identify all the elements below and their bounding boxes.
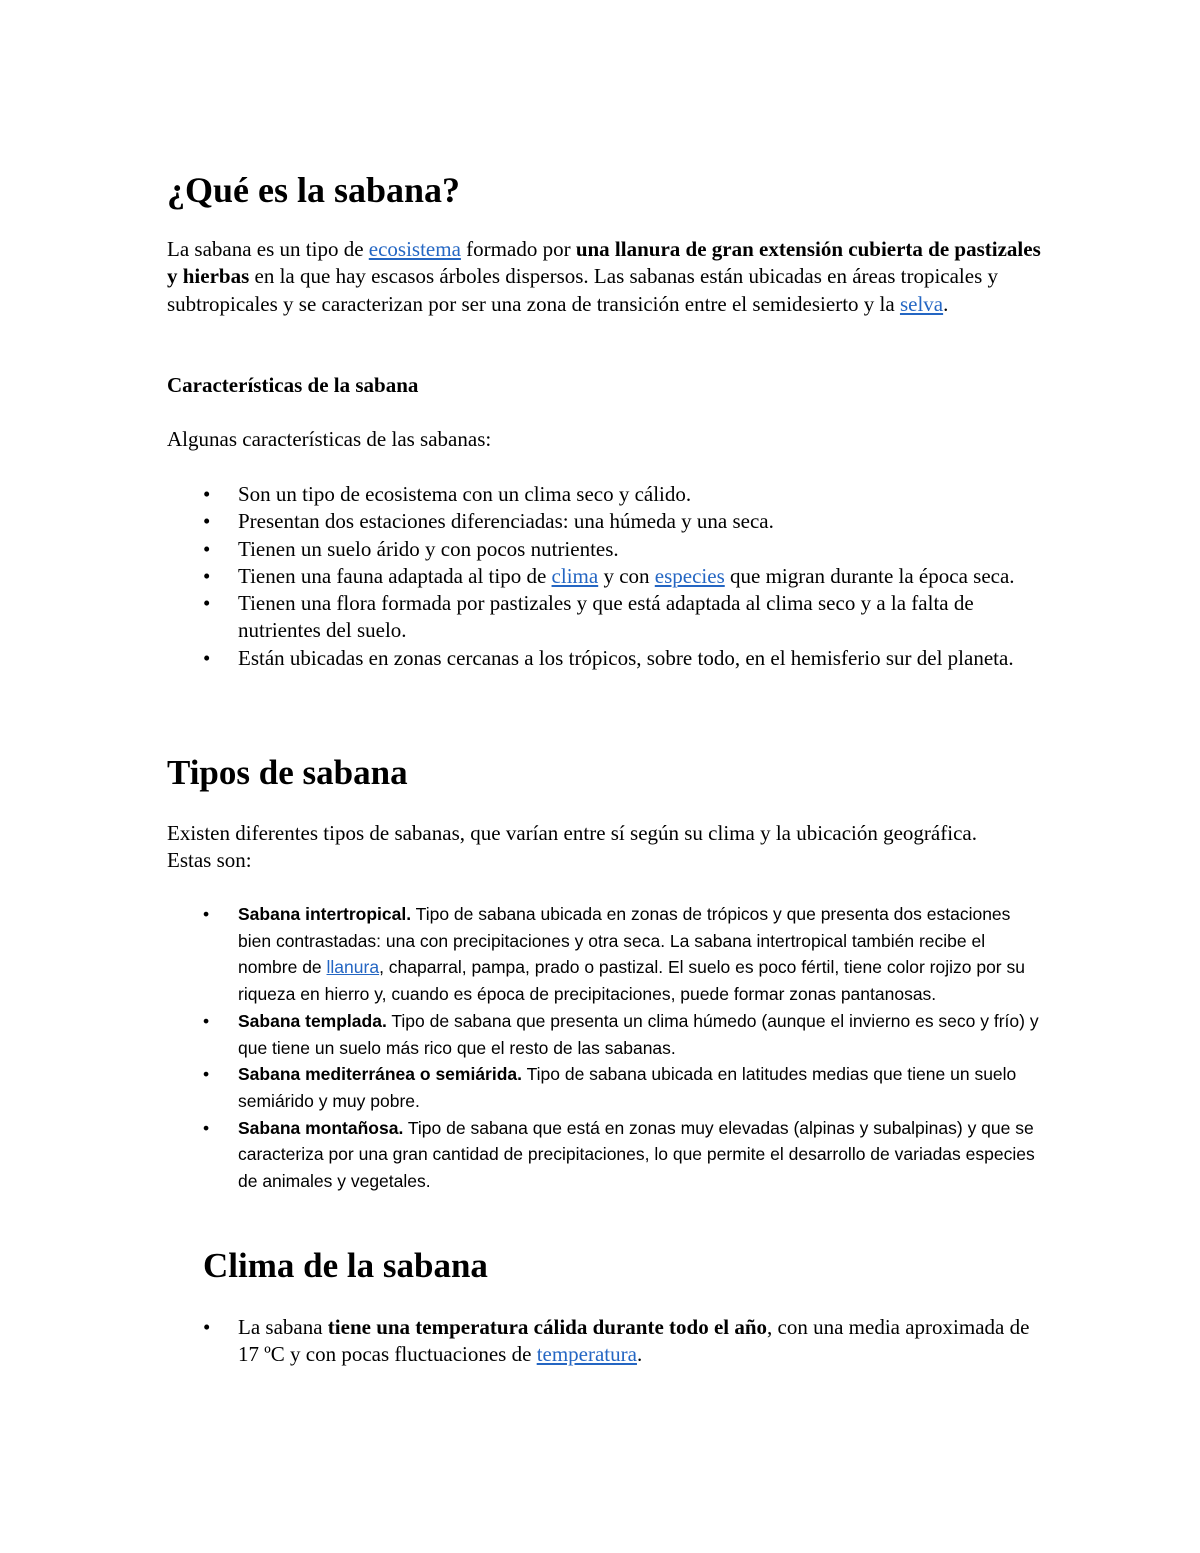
bullet-icon: • — [203, 904, 210, 924]
list-item — [167, 1115, 1047, 1195]
bullet-icon: • — [203, 1315, 211, 1339]
bullet-icon: • — [203, 536, 211, 561]
text-span: La sabana es un tipo de — [167, 237, 369, 261]
list-item-text: Tienen una flora formada por pastizales y que está adaptada al clima seco y a la falta de nutrientes del suelo. — [238, 591, 974, 643]
link-especies[interactable]: especies — [654, 563, 725, 588]
text-span: . — [636, 1342, 643, 1367]
text-span: , chaparral, pampa, prado o pastizal. El suelo es poco fértil, tiene color rojizo por su riqueza en hierro y, cuando es época de precipitaciones, puede formar zonas pantanosas. — [238, 957, 1025, 1005]
list-item — [167, 590, 1047, 645]
text-span: que migran durante la época seca. — [724, 563, 1015, 588]
text-span: formado por — [460, 237, 576, 261]
heading-que-es-la-sabana: ¿Qué es la sabana? — [167, 170, 461, 210]
list-item — [167, 481, 1047, 508]
list-item-text: Tienen un suelo árido y con pocos nutrientes. — [238, 536, 619, 561]
list-item — [167, 1008, 1047, 1061]
text-span: Tipo de sabana ubicada en latitudes medias que tiene un suelo semiárido y muy pobre. — [238, 1064, 1017, 1111]
list-item-text: Presentan dos estaciones diferenciadas: una húmeda y una seca. — [238, 509, 774, 534]
text-span: La sabana — [238, 1315, 328, 1339]
bold-span: Sabana intertropical. — [238, 904, 412, 924]
list-item-text: Están ubicadas en zonas cercanas a los trópicos, sobre todo, en el hemisferio sur del planeta. — [238, 645, 1014, 670]
bullet-icon: • — [203, 645, 211, 670]
link-clima[interactable]: clima — [551, 563, 599, 588]
list-item — [167, 901, 1047, 1008]
tipos-intro: Existen diferentes tipos de sabanas, que varían entre sí según su clima y la ubicación geográfica. Estas son: — [167, 821, 977, 873]
bullet-icon: • — [203, 591, 211, 616]
link-temperatura[interactable]: temperatura — [536, 1342, 637, 1367]
heading-caracteristicas: Características de la sabana — [167, 373, 419, 397]
text-span: Tipo de sabana que está en zonas muy elevadas (alpinas y subalpinas) y que se caracteriza por una gran cantidad de precipitaciones, lo que permite el desarrollo de variadas especies de animales y vegetales. — [238, 1117, 1035, 1192]
heading-clima-de-la-sabana: Clima de la sabana — [203, 1246, 488, 1285]
list-item — [167, 1061, 1047, 1114]
heading-tipos-de-sabana: Tipos de sabana — [167, 753, 408, 792]
text-span: en la que hay escasos árboles dispersos. Las sabanas están ubicadas en áreas tropicales y subtropicales y se caracterizan por ser una zona de transición entre el semidesierto y la — [167, 264, 998, 316]
bullet-icon: • — [203, 509, 211, 534]
list-item — [167, 645, 1047, 672]
link-selva[interactable]: selva — [899, 291, 944, 316]
clima-list — [167, 1314, 1047, 1369]
list-item — [167, 508, 1047, 535]
bullet-icon: • — [203, 482, 211, 506]
link-llanura[interactable]: llanura — [326, 957, 380, 978]
list-item-text: Son un tipo de ecosistema con un clima seco y cálido. — [238, 482, 692, 506]
intro-paragraph — [167, 236, 1047, 318]
text-span: . — [943, 291, 949, 316]
text-span: Tienen una fauna adaptada al tipo de — [238, 563, 552, 588]
bullet-icon: • — [203, 1064, 210, 1085]
bold-span: tiene una temperatura cálida durante todo el año — [327, 1315, 768, 1339]
text-span: Tipo de sabana que presenta un clima húmedo (aunque el invierno es seco y frío) y que tiene un suelo más rico que el resto de las sabanas. — [238, 1010, 1039, 1058]
text-span: y con — [598, 563, 655, 588]
bold-span: Sabana montañosa. — [238, 1117, 404, 1138]
list-item — [167, 536, 1047, 563]
bold-span: una llanura de gran extensión cubierta de pastizales y hierbas — [167, 237, 1041, 289]
caracteristicas-intro: Algunas características de las sabanas: — [167, 427, 492, 451]
link-ecosistema[interactable]: ecosistema — [368, 237, 461, 261]
bold-span: Sabana mediterránea o semiárida. — [238, 1064, 523, 1085]
list-item — [167, 1314, 1047, 1369]
text-span: , con una media aproximada de 17 ºC y con pocas fluctuaciones de — [238, 1315, 1030, 1367]
tipos-list — [167, 901, 1047, 1195]
bullet-icon: • — [203, 563, 211, 588]
list-item — [167, 563, 1047, 590]
bold-span: Sabana templada. — [238, 1010, 387, 1031]
text-span: Tipo de sabana ubicada en zonas de trópicos y que presenta dos estaciones bien contrastadas: una con precipitaciones y otra seca. La sabana intertropical también recibe el nombre de — [238, 904, 1011, 978]
bullet-icon: • — [203, 1010, 210, 1031]
bullet-icon: • — [203, 1117, 210, 1138]
caracteristicas-list — [167, 481, 1047, 672]
